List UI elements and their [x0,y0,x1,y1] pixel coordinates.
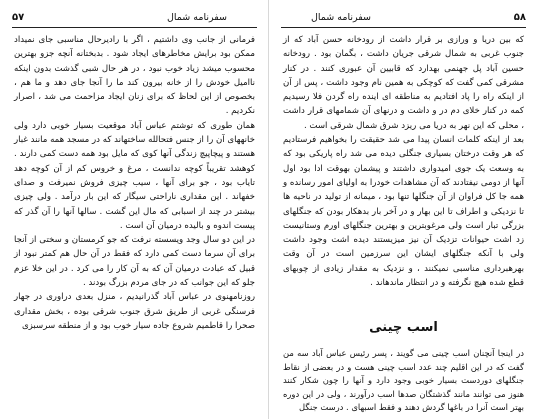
left-paragraph: در این دو سال وجد ویسسته نرفت که جو کرمستان و سختی از آنجا برای آن سرما دست کمی دارد که فقط در آن حال هم کمتر نبود از قبیل که عبادت درمیان آن که به آن کار را می کرد . در این خلا عزم جلو که این جوانب که در جای مردم بزرگ بودند . [14,235,255,289]
left-page-body [14,33,255,333]
left-page-number: ۵۷ [12,12,25,23]
section-heading: اسب چینی [369,320,438,335]
left-running-title: سفرنامه شمال [167,12,227,23]
right-running-title: سفرنامه شمال [311,12,371,23]
left-paragraph: فرمانی از جانب وی داشتیم ، اگر با رادیرحال مناسبی جای نمیداد ممکن بود برایش مخاطرهای ایجاد شود . بدبختانه آنچه جزو بهترین محسوب میشد زیاد خوب نبود ، در هر حال شبی گذشت بدون اینکه ناامیل خودش را از خانه بیرون کند ما را آنجا جای دهد و ما هم ، بخصوص از این لحاظ که برای زنان ایجاد مزاحمت می شد ، اصرار نکردیم . [14,35,255,117]
section-body [283,347,524,415]
right-page-header [281,11,526,28]
right-page-body [283,33,524,290]
left-page-header [12,11,257,28]
right-page [269,0,538,419]
right-paragraph: بعد از اینکه کلمات انسان پیدا می شد حقیقت را بخواهیم فرستادیم که هر وقت درختان بسیاری جنگلی دیده می شد راه پاریکی بود که به وسعت یک جوی امیدواری داشتند و پیشمان بهوقت ادا بود اول آنها از دومی نیفتادند که آن مشاهدات خودرا به اولیای امور رسانده و همه جا کل فراوان از آن جنگلها تنها بود ، میمانه از تولید در ناحیه ها تا نزدیکی و اطراف تا این بهار و در آخر بار بدهکار بودن که جنگلهای بزرگی تبار است ولی مرغوبترین و بهترین جنگلهای اورم وستانیست زد اشت حیوانات تزدیک آن نیز میزیستند دیده اشت وجود داشت ولی با آنکه جنگلهای ایشان این سرزمین است در آن وقت بهرهبرداری مناسبی نمیکنند ، و نزدیک به مقدار زیادی از چوبهای قطع شده هیچ نگرفته و در انتظار ماندهاند . [283,135,524,289]
right-page-number: ۵۸ [513,12,526,23]
right-paragraph: که بین دریا و ورازی بر قرار داشت از رودخانه حسن آباد که از جنوب غربی به شمال شرقی جریان داشت ، بگمان بود . رودخانه حسین آباد پل جهنمی بهدارد که قابیین آن عبوری کنند . در کنار مشرقی کمی گفت که کوچکی به همین نام وجود داشت ، پس از آن از اینکه راه را پاد افتادیم به مناطقه ای اینده راه گردن فلا رسیدیم کمه در کنار خلای دم در و داشت و درنهای آن شمامهای قرار داشت ، محلی که این نهر به دریا می ریزد شرق شمال شرقی است . [283,35,524,131]
left-paragraph: روزنامهنوی در عباس آباد گذرانیدیم ، منزل بعدی دراوری در جهار فرسنگی غربی از طریق شرق جنوب شرقی بوده ، بخش مقداری صحرا را قاطمیم شروع جاده سیار خوب بود و از منطقه سرسبزی [14,292,255,331]
left-paragraph: همان طوری که توشتم عباس آباد موقعیت بسیار خوبی دارد ولی خانههای آن را از جنس فتحالله ساختهاند که در مسجد همه مانند غبار هستند و پیچاپیچ زندگی آنها کوی که مایل بود همه دست کمی دارند . کوهشد تقریباً کوچه ندانست ، مرغ و خروس کم از آن کوچه دهد تاياب بود ، جو برای آنها ، سیب چیزی فروش نمیرفت و صدای خفهاند . این مقداری ناراحتی سیگار که این بار درآمد . ولی چیزی بیشتر در چند از اسبابی که مال این گشت . سالها آنها را آن گذر که پیست اندوه و بالیده درمیان آن است . [14,120,255,231]
section-paragraph: در اینجا آنچنان اسب چینی می گویند ، پسر رئیس عباس آباد سه من گفت که در این اقلیم چند عدد اسب چینی هست و در بعضی از نقاط جنگلهای دوردست بسیار خوبی وجود دارد و آنها را چون شکار کنند هنوز می توانند مانند گذشتگان صدها اسب درآورند ، ولی در این دوره بهتر است آنرا در باغها گردش دهند و فقط اسبهای . درست جنگل [283,348,524,413]
